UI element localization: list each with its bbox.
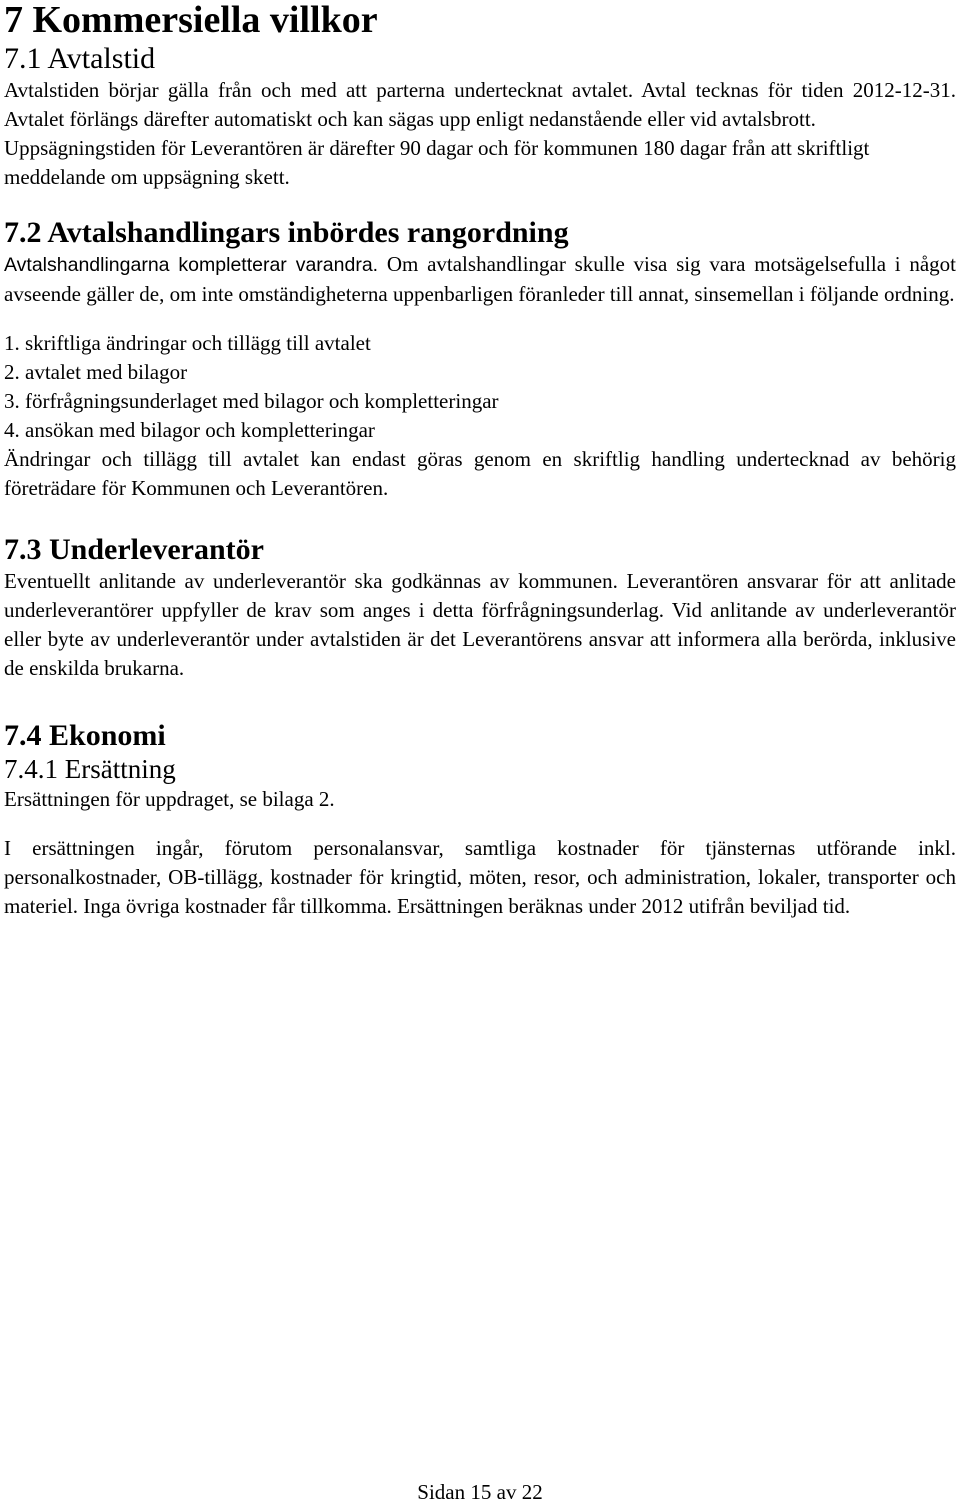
section-7-heading: 7 Kommersiella villkor: [4, 0, 378, 41]
section-7-4-1-paragraph-2: I ersättningen ingår, förutom personalansvar, samtliga kostnader för tjänsternas utförande inkl. personalkostnader, OB-tillägg, kostnader för kringtid, möten, resor, och administration, lokaler, transporter och materiel. Inga övriga kostnader får tillkomma. Ersättningen beräknas under 2012 utifrån beviljad tid.: [4, 836, 956, 918]
spacer: [4, 309, 956, 329]
section-7-2-intro-rest: Om avtalshandlingar skulle visa sig vara motsägelsefulla i något avseende gäller de, om inte omständigheterna uppenbarligen föranleder till annat, sinsemellan i följande ordning.: [4, 252, 956, 306]
section-7-4-1-heading: 7.4.1 Ersättning: [4, 754, 176, 784]
page-number: Sidan 15 av 22: [417, 1480, 543, 1504]
document-page: [4, 0, 956, 921]
section-7-1-paragraph-1: Avtalstiden börjar gälla från och med att parterna undertecknat avtalet. Avtal tecknas för tiden 2012-12-31. Avtalet förlängs därefter automatiskt och kan sägas upp enligt nedanstående eller vid avtalsbrott.: [4, 78, 956, 131]
list-item: 4. ansökan med bilagor och kompletteringar: [4, 418, 375, 442]
section-7-1-paragraph-2: Uppsägningstiden för Leverantören är därefter 90 dagar och för kommunen 180 dagar från att skriftligt meddelande om uppsägning skett.: [4, 136, 870, 189]
section-7-1-heading: 7.1 Avtalstid: [4, 42, 156, 75]
spacer: [4, 192, 956, 212]
section-7-4-1-paragraph-1: Ersättningen för uppdraget, se bilaga 2.: [4, 787, 335, 811]
spacer: [4, 814, 956, 834]
list-item: 2. avtalet med bilagor: [4, 360, 188, 384]
spacer: [4, 683, 956, 713]
section-7-3-paragraph: Eventuellt anlitande av underleverantör ska godkännas av kommunen. Leverantören ansvarar för att anlitade underleverantörer uppfyller de krav som anges i detta förfrågningsunderlag. Vid anlitande av underleverantör eller byte av underleverantör under avtalstiden är det Leverantörens ansvar att informera alla berörda, inklusive de enskilda brukarna.: [4, 569, 956, 680]
spacer: [4, 503, 956, 533]
section-7-3-heading: 7.3 Underleverantör: [4, 533, 264, 566]
section-7-4-heading: 7.4 Ekonomi: [4, 719, 166, 752]
precedence-list: [4, 329, 956, 445]
section-7-2-intro-lead: Avtalshandlingarna kompletterar varandra.: [4, 254, 379, 276]
list-item: 1. skriftliga ändringar och tillägg till avtalet: [4, 331, 371, 355]
section-7-2-intro: [4, 250, 956, 309]
section-7-2-heading: 7.2 Avtalshandlingars inbördes rangordning: [4, 216, 569, 249]
list-item: 3. förfrågningsunderlaget med bilagor och kompletteringar: [4, 389, 499, 413]
section-7-2-closing: Ändringar och tillägg till avtalet kan endast göras genom en skriftlig handling undertecknad av behörig företrädare för Kommunen och Leverantören.: [4, 447, 956, 500]
